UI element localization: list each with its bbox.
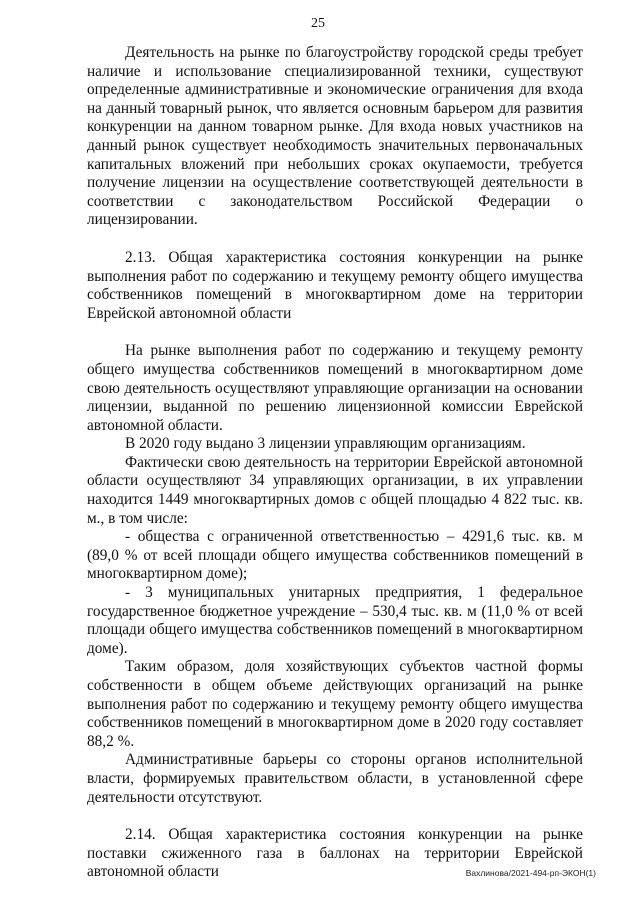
paragraph-urban-environment: Деятельность на рынке по благоустройству городской среды требует наличие и использование специализированной техники, существуют определенные административные и экономические ограничения для входа на данный товарный рынок, что является основным барьером для развития конкуренции на данном товарном рынке. Для входа новых участников на данный рынок существует необходимость значительных первоначальных капитальных вложений при небольших сроках окупаемости, требуется получение лицензии на осуществление соответствующей деятельности в соответствии с законодательством Российской Федерации о лицензировании. (87, 44, 583, 229)
spacer (87, 323, 583, 342)
paragraph-licenses-issued: В 2020 году выдано 3 лицензии управляющим организациям. (125, 435, 526, 453)
spacer (87, 807, 583, 826)
page-number: 25 (311, 16, 325, 31)
spacer (87, 230, 583, 249)
section-heading-2-14: 2.14. Общая характеристика состояния конкуренции на рынке поставки сжиженного газа в баллонах на территории Еврейской автономной области (87, 826, 583, 881)
paragraph-management-organizations: На рынке выполнения работ по содержанию и текущему ремонту общего имущества собственников помещений в многоквартирном доме свою деятельность осуществляют управляющие организации на основании лицензии, выданной по решению лицензионной комиссии Еврейской автономной области. (87, 342, 583, 434)
paragraph-private-share: Таким образом, доля хозяйствующих субъектов частной формы собственности в общем объеме действующих организаций на рынке выполнения работ по содержанию и текущему ремонту общего имущества собственников помещений в многоквартирном доме в 2020 году составляет 88,2 %. (87, 658, 583, 750)
document-body (87, 44, 583, 882)
paragraph-administrative-barriers: Административные барьеры со стороны органов исполнительной власти, формируемых правительством области, в установленной сфере деятельности отсутствуют. (87, 751, 583, 806)
section-heading-2-13: 2.13. Общая характеристика состояния конкуренции на рынке выполнения работ по содержанию и текущему ремонту общего имущества собственников помещений в многоквартирном доме на территории Еврейской автономной области (87, 248, 583, 322)
paragraph-organizations-count: Фактически свою деятельность на территории Еврейской автономной области осуществляют 34 управляющих организации, в их управлении находится 1449 многоквартирных домов с общей площадью 4 822 тыс. кв. м., в том числе: (87, 453, 583, 527)
list-item-llc: - общества с ограниченной ответственностью – 4291,6 тыс. кв. м (89,0 % от всей площади общего имущества собственников помещений в многоквартирном доме); (87, 528, 583, 583)
document-footer-code: Вахлинова/2021-494-рп-ЭКОН(1) (465, 868, 596, 878)
list-item-municipal: - 3 муниципальных унитарных предприятия, 1 федеральное государственное бюджетное учреждение – 530,4 тыс. кв. м (11,0 % от всей площади общего имущества собственников помещений в многоквартирном доме). (87, 584, 583, 657)
